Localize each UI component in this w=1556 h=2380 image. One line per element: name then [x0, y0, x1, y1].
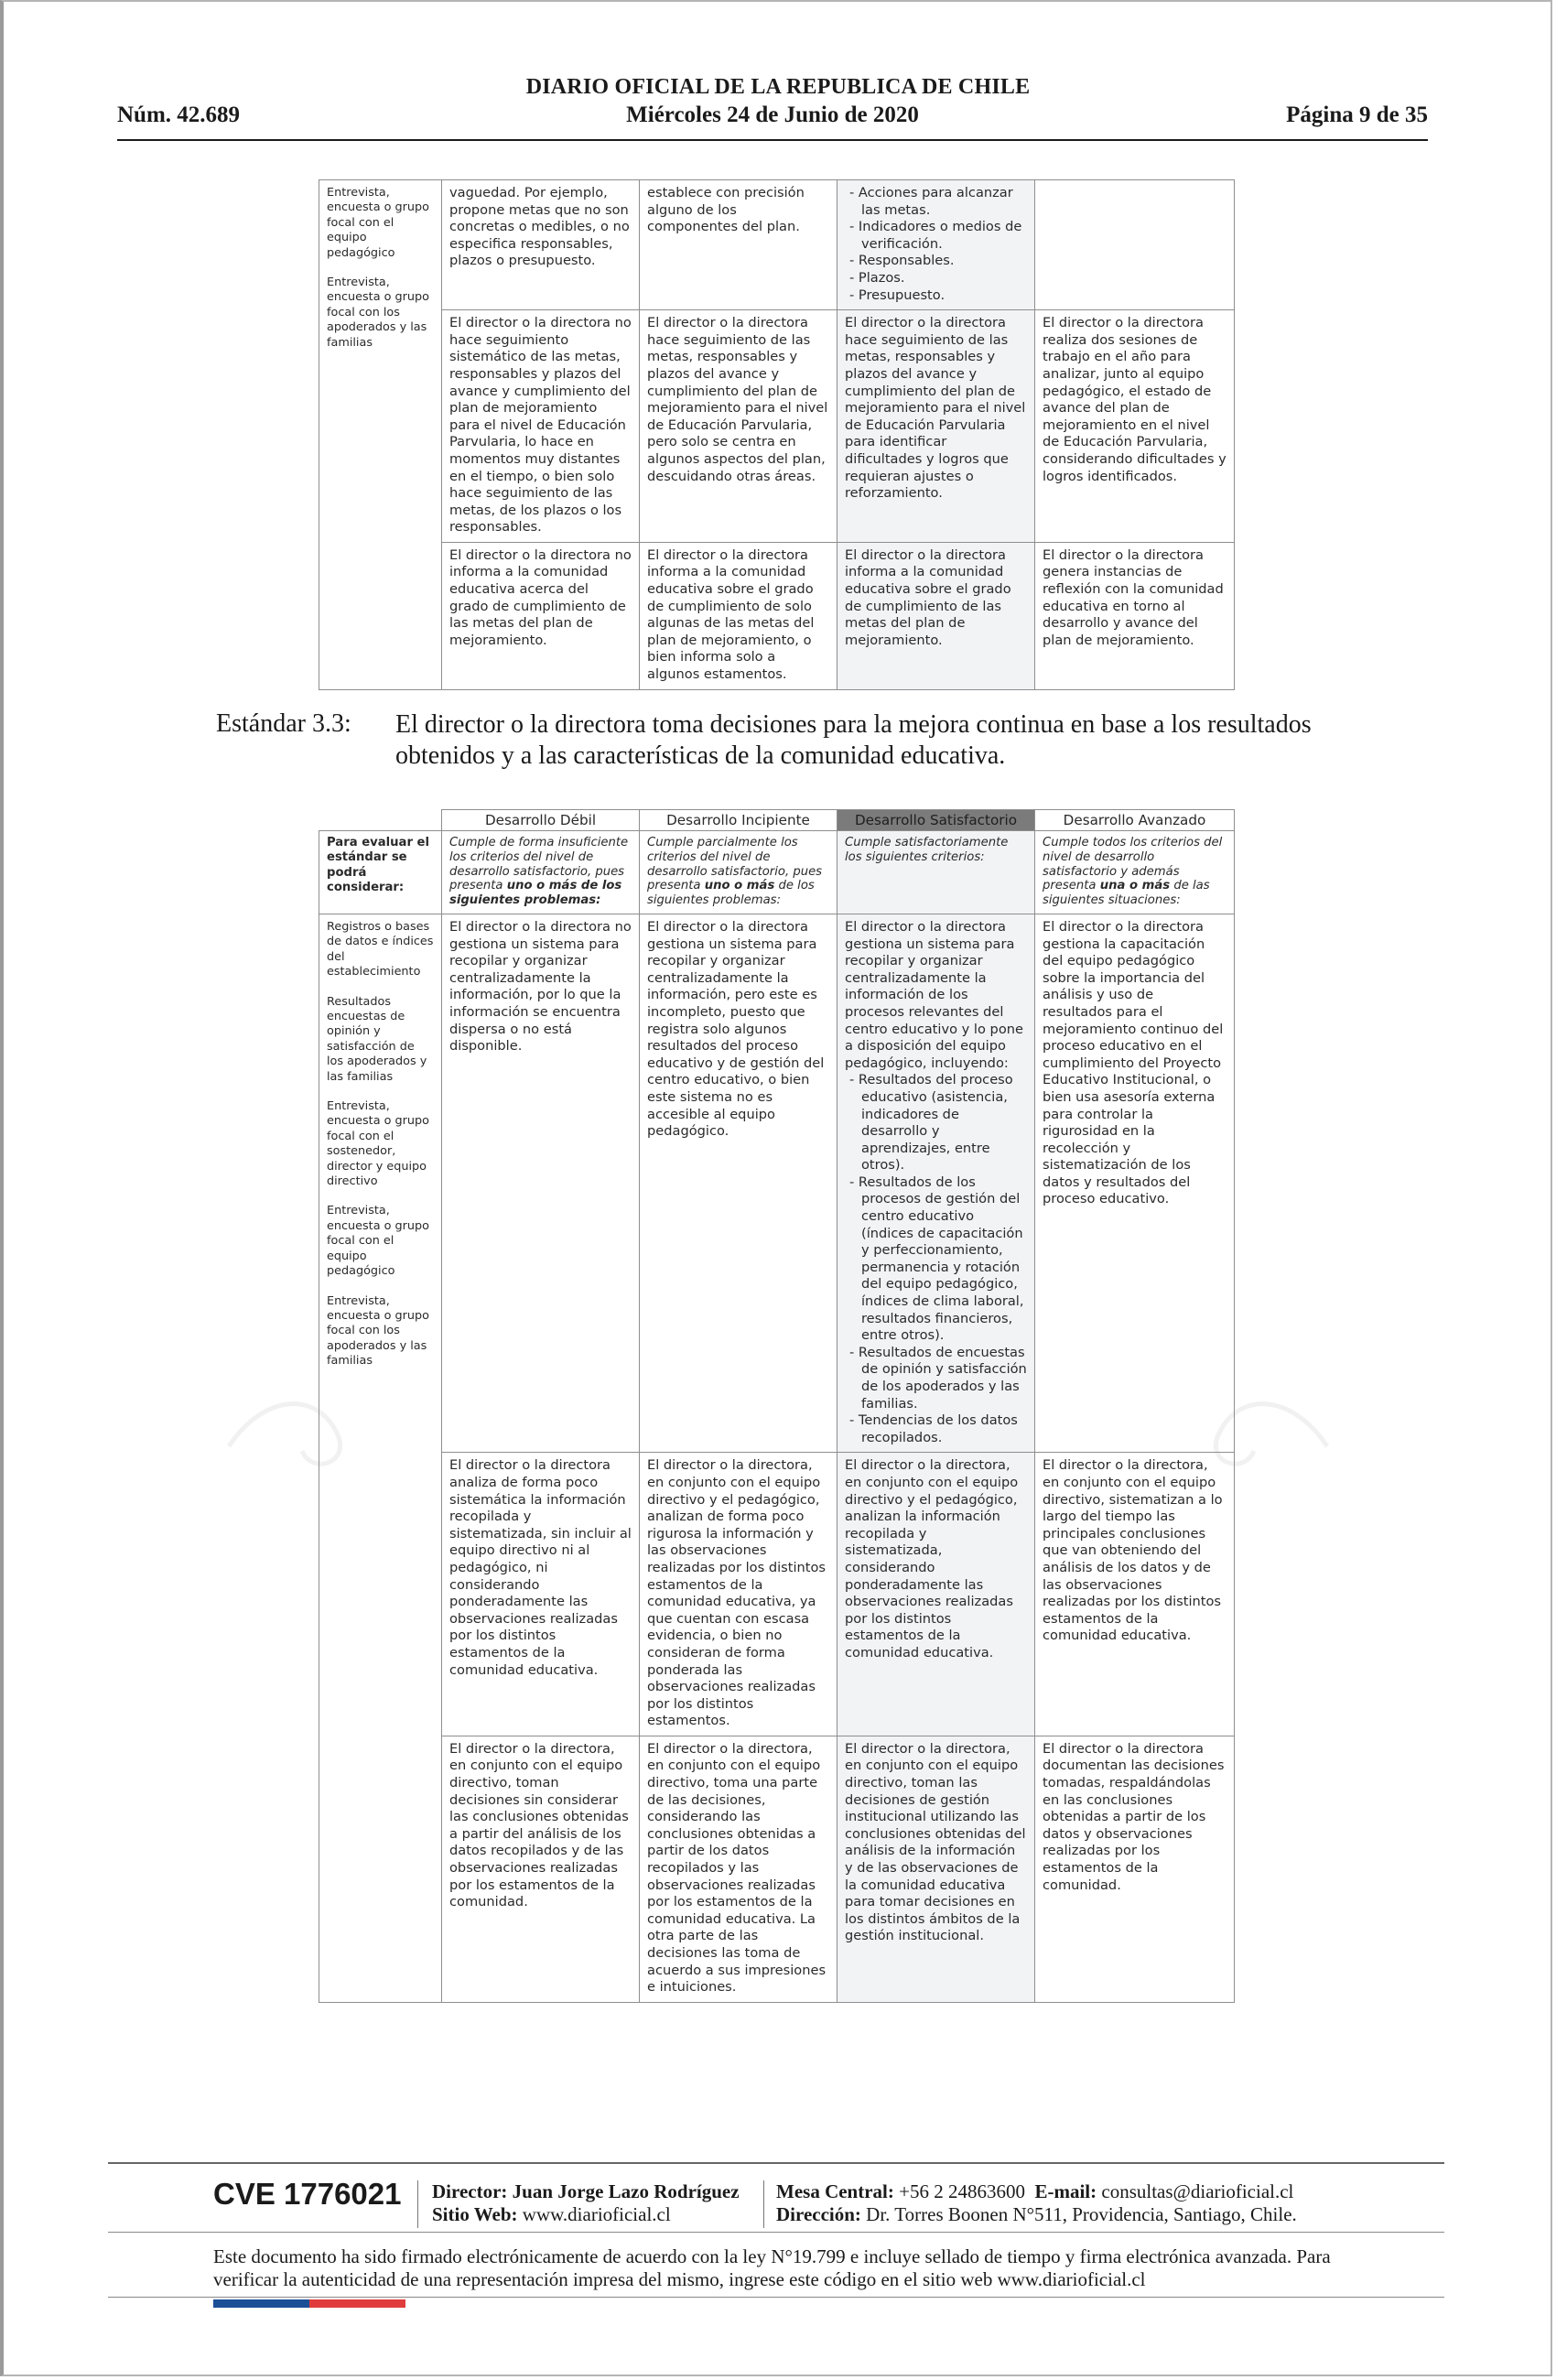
table-header-row — [319, 810, 1235, 831]
footer-separator — [417, 2180, 418, 2228]
evaluation-lead-label: Para evaluar el estándar se podrá considerar: — [319, 831, 442, 914]
footer-rule — [108, 2297, 1444, 2298]
list-item: - Resultados de los procesos de gestión del centro educativo (índices de capacitación y perfeccionamiento, permanencia y rotación del equipo pedagógico, índices de clima laboral, resultados financieros, entre otros). — [845, 1174, 1027, 1345]
header-rule — [117, 139, 1428, 141]
evidence-source: Entrevista, encuesta o grupo focal con los apoderados y las familias — [327, 1293, 429, 1368]
standard-text-line: El director o la directora toma decisiones para la mejora continua en base a los resultados — [395, 710, 1312, 739]
cell-intro: El director o la directora gestiona un sistema para recopilar y organizar centralizadamente la información de los procesos relevantes del centro educativo y lo pone a disposición del equipo pedagógico, incluyendo: — [845, 918, 1023, 1071]
cell-incipiente: establece con precisión alguno de los componentes del plan. — [640, 180, 837, 310]
cell-avanzado — [1035, 180, 1235, 310]
criteria-avanzado — [1035, 831, 1235, 914]
evidence-source: Entrevista, encuesta o grupo focal con los apoderados y las familias — [327, 276, 429, 350]
evidence-source: Resultados encuestas de opinión y satisfacción de los apoderados y las familias — [327, 994, 427, 1084]
site-link[interactable]: www.diarioficial.cl — [522, 2203, 671, 2225]
cell-incipiente: El director o la directora gestiona un sistema para recopilar y organizar centralizadamente la información, pero este es incompleto, puesto que registra solo algunos resultados del proceso educativo y de gestión del centro educativo, o bien este sistema no es accesible al equipo pedagógico. — [640, 914, 837, 1452]
footer-separator — [763, 2180, 764, 2228]
cell-debil: El director o la directora analiza de forma poco sistemática la información recopilada y sistematizada, sin incluir al equipo directivo ni al pedagógico, ni considerando ponderadamente las observaciones realizadas por los distintos estamentos de la comunidad educativa. — [442, 1453, 640, 1736]
standard-label: Estándar 3.3: — [216, 709, 351, 738]
standard-text — [395, 709, 1384, 772]
address-line — [776, 2203, 1297, 2226]
cell-debil: El director o la directora, en conjunto con el equipo directivo, toman decisiones sin considerar las conclusiones obtenidas a partir del análisis de los datos recopilados y de las observaciones realizadas por los estamentos de la comunidad. — [442, 1736, 640, 2002]
cell-debil: vaguedad. Por ejemplo, propone metas que no son concretas o medibles, o no especifica responsables, plazos o presupuesto. — [442, 180, 640, 310]
rubric-table-standard-3-3 — [319, 809, 1235, 2003]
cell-satisfactorio: El director o la directora, en conjunto con el equipo directivo, toman las decisiones de gestión institucional utilizando las conclusiones obtenidas del análisis de la información y de las observaciones de la comunidad educativa para tomar decisiones en los distintos ámbitos de la gestión institucional. — [837, 1736, 1035, 2002]
director-label: Director: — [432, 2180, 508, 2202]
email-label: E-mail: — [1034, 2180, 1097, 2202]
cell-satisfactorio: El director o la directora hace seguimiento de las metas, responsables y plazos del avance y cumplimiento del plan de mejoramiento para el nivel de Educación Parvularia para identificar dificultades y logros que requieran ajustes o reforzamiento. — [837, 310, 1035, 543]
criteria-text: Cumple de forma insuficiente los criterios del nivel de desarrollo satisfactorio, pues presenta — [449, 836, 629, 893]
header-empty-cell — [319, 810, 442, 831]
cell-satisfactorio: El director o la directora informa a la comunidad educativa sobre el grado de cumplimiento de las metas del plan de mejoramiento. — [837, 542, 1035, 689]
results-list — [845, 1072, 1027, 1446]
list-item: - Resultados del proceso educativo (asistencia, indicadores de desarrollo y aprendizajes, entre otros). — [845, 1072, 1027, 1174]
table-row — [319, 914, 1235, 1452]
site-label: Sitio Web: — [432, 2203, 518, 2225]
contact-block — [776, 2180, 1297, 2226]
criteria-incipiente — [640, 831, 837, 914]
header-avanzado: Desarrollo Avanzado — [1035, 810, 1235, 831]
criteria-bold: una o más — [1099, 879, 1171, 893]
issue-date: Miércoles 24 de Junio de 2020 — [626, 103, 919, 127]
cve-code: CVE 1776021 — [213, 2177, 402, 2211]
contact-line — [776, 2180, 1297, 2203]
site-line — [432, 2203, 740, 2226]
cell-incipiente: El director o la directora hace seguimiento de las metas, responsables y plazos del avance y cumplimiento del plan de mejoramiento para el nivel de Educación Parvularia, pero solo se centra en algunos aspectos del plan, descuidando otras áreas. — [640, 310, 837, 543]
page-number: Página 9 de 35 — [1286, 103, 1428, 127]
list-item: - Indicadores o medios de verificación. — [845, 219, 1027, 253]
cell-avanzado: El director o la directora, en conjunto con el equipo directivo, sistematizan a lo largo del tiempo las principales conclusiones que van obteniendo del análisis de los datos y de las observaciones realizadas por los distintos estamentos de la comunidad educativa. — [1035, 1453, 1235, 1736]
criteria-debil — [442, 831, 640, 914]
footer-rule — [108, 2162, 1444, 2164]
evidence-source: Registros o bases de datos e índices del establecimiento — [327, 919, 434, 979]
criteria-satisfactorio: Cumple satisfactoriamente los siguientes criterios: — [837, 831, 1035, 914]
criteria-text: de las siguientes situaciones: — [1043, 879, 1210, 908]
list-item: - Tendencias de los datos recopilados. — [845, 1412, 1027, 1446]
header-incipiente: Desarrollo Incipiente — [640, 810, 837, 831]
evidence-source: Entrevista, encuesta o grupo focal con el equipo pedagógico — [327, 186, 429, 260]
flag-stripe-blue — [213, 2299, 309, 2308]
list-item: - Responsables. — [845, 253, 1027, 270]
table-row — [319, 180, 1235, 310]
cell-satisfactorio — [837, 914, 1035, 1452]
cell-avanzado: El director o la directora genera instancias de reflexión con la comunidad educativa en torno al desarrollo y avance del plan de mejoramiento. — [1035, 542, 1235, 689]
component-list — [845, 185, 1027, 304]
header-satisfactorio: Desarrollo Satisfactorio — [837, 810, 1035, 831]
evidence-sources-cell — [319, 180, 442, 690]
evidence-source: Entrevista, encuesta o grupo focal con el sostenedor, director y equipo directivo — [327, 1099, 429, 1189]
cell-debil: El director o la directora no hace seguimiento sistemático de las metas, responsables y plazos del avance y cumplimiento del plan de mejoramiento para el nivel de Educación Parvularia, lo hace en momentos muy distantes en el tiempo, o bien solo hace seguimiento de las metas, de los plazos o los responsables. — [442, 310, 640, 543]
table-row — [319, 1736, 1235, 2002]
cell-debil: El director o la directora no informa a la comunidad educativa acerca del grado de cumplimiento de las metas del plan de mejoramiento. — [442, 542, 640, 689]
list-item: - Acciones para alcanzar las metas. — [845, 185, 1027, 219]
director-line — [432, 2180, 740, 2203]
cell-satisfactorio — [837, 180, 1035, 310]
email-link[interactable]: consultas@diarioficial.cl — [1101, 2180, 1294, 2202]
cell-incipiente: El director o la directora, en conjunto con el equipo directivo y el pedagógico, analizan de forma poco rigurosa la información y las observaciones realizadas por los distintos estamentos de la comunidad educativa, ya que cuentan con escasa evidencia, o bien no consideran de forma ponderada las observaciones realizadas por los distintos estamentos. — [640, 1453, 837, 1736]
issue-number: Núm. 42.689 — [117, 103, 241, 127]
evidence-sources-cell — [319, 914, 442, 2002]
flag-stripe-red — [309, 2299, 405, 2308]
evidence-source: Entrevista, encuesta o grupo focal con el equipo pedagógico — [327, 1204, 429, 1279]
list-item: - Plazos. — [845, 270, 1027, 287]
standard-text-line: obtenidos y a las características de la comunidad educativa. — [395, 741, 1006, 770]
table-row — [319, 310, 1235, 543]
cell-avanzado: El director o la directora gestiona la capacitación del equipo pedagógico sobre la importancia del análisis y uso de resultados para el mejoramiento continuo del proceso educativo en el cumplimiento del Proyecto Educativo Institucional, o bien usa asesoría externa para controlar la rigurosidad en la recolección y sistematización de los datos y resultados del proceso educativo. — [1035, 914, 1235, 1452]
mesa-label: Mesa Central: — [776, 2180, 894, 2202]
address-text: Dr. Torres Boonen N°511, Providencia, Santiago, Chile. — [866, 2203, 1297, 2225]
table-row — [319, 1453, 1235, 1736]
mesa-phone: +56 2 24863600 — [899, 2180, 1025, 2202]
director-name: Juan Jorge Lazo Rodríguez — [512, 2180, 740, 2202]
cell-avanzado: El director o la directora documentan las decisiones tomadas, respaldándolas en las conclusiones obtenidas a partir de los datos y observaciones realizadas por los estamentos de la comunidad. — [1035, 1736, 1235, 2002]
cell-avanzado: El director o la directora realiza dos sesiones de trabajo en el año para analizar, junto al equipo pedagógico, el estado de avance del plan de mejoramiento en el nivel de Educación Parvularia, considerando dificultades y logros identificados. — [1035, 310, 1235, 543]
cell-satisfactorio: El director o la directora, en conjunto con el equipo directivo y el pedagógico, analizan la información recopilada y sistematizada, considerando ponderadamente las observaciones realizadas por los distintos estamentos de la comunidad educativa. — [837, 1453, 1035, 1736]
criteria-bold: uno o más de los siguientes problemas: — [449, 879, 622, 908]
criteria-bold: uno o más — [704, 879, 775, 893]
director-block — [432, 2180, 740, 2226]
address-label: Dirección: — [776, 2203, 861, 2225]
cell-incipiente: El director o la directora, en conjunto con el equipo directivo, toma una parte de las decisiones, considerando las conclusiones obtenidas a partir de los datos recopilados y las observaciones realizadas por los estamentos de la comunidad educativa. La otra parte de las decisiones las toma de acuerdo a sus impresiones e intuiciones. — [640, 1736, 837, 2002]
list-item: - Resultados de encuestas de opinión y satisfacción de los apoderados y las familias. — [845, 1345, 1027, 1412]
criteria-text: Cumple parcialmente los criterios del nivel de desarrollo satisfactorio, pues presenta — [647, 836, 823, 893]
cell-incipiente: El director o la directora informa a la comunidad educativa sobre el grado de cumplimiento de solo algunas de las metas del plan de mejoramiento, o bien informa solo a algunos estamentos. — [640, 542, 837, 689]
criteria-text: Cumple todos los criterios del nivel de desarrollo satisfactorio y además presenta — [1043, 836, 1223, 893]
list-item: - Presupuesto. — [845, 287, 1027, 305]
legal-notice: Este documento ha sido firmado electrónicamente de acuerdo con la ley N°19.799 e incluye sellado de tiempo y firma electrónica avanzada. Para verificar la autenticidad de una representación impresa del mismo, ingrese este código en el sitio web www.diarioficial.cl — [213, 2245, 1331, 2290]
cell-debil: El director o la directora no gestiona un sistema para recopilar y organizar centralizadamente la información, por lo que la información se encuentra dispersa o no está disponible. — [442, 914, 640, 1452]
rubric-table-continued — [319, 179, 1235, 690]
table-row — [319, 542, 1235, 689]
footer-rule — [108, 2232, 1444, 2233]
gazette-title: DIARIO OFICIAL DE LA REPUBLICA DE CHILE — [525, 75, 1031, 99]
criteria-row — [319, 831, 1235, 914]
criteria-text: de los siguientes problemas: — [647, 879, 815, 908]
header-debil: Desarrollo Débil — [442, 810, 640, 831]
